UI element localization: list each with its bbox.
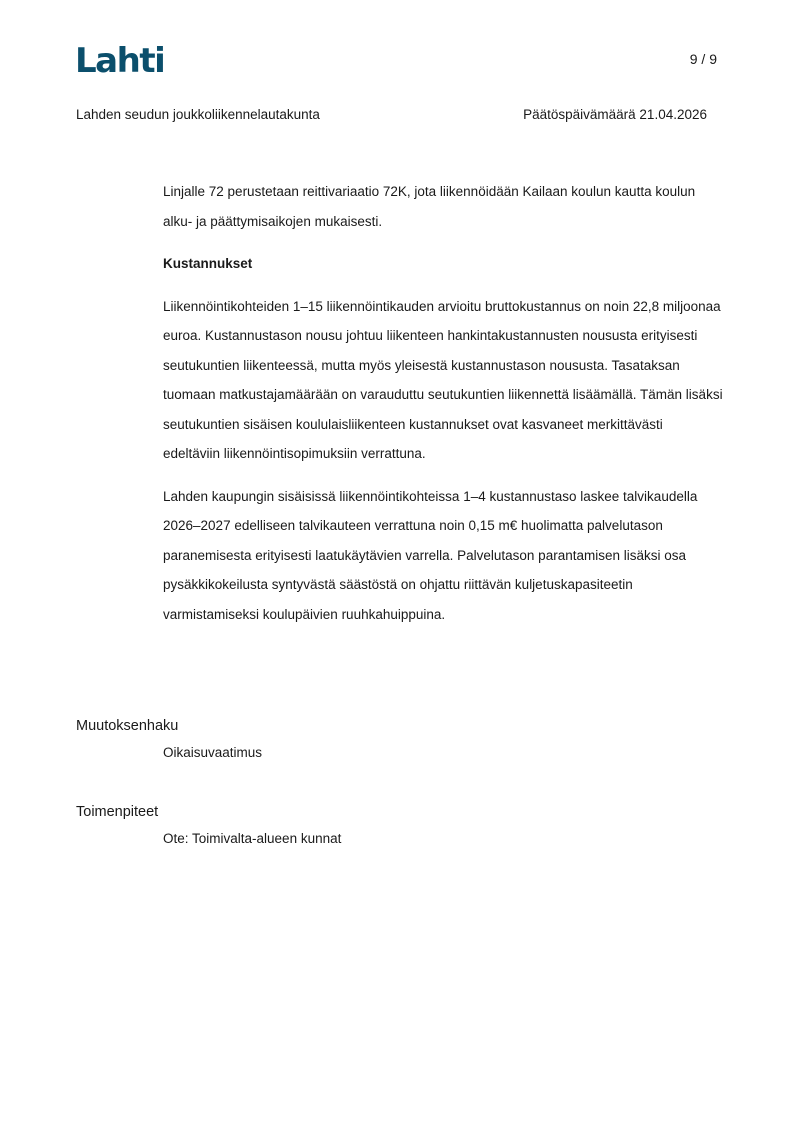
page-number: 9 / 9 — [689, 51, 717, 67]
actions-label: Toimenpiteet — [76, 804, 159, 820]
costs-paragraph-1: Liikennöintikohteiden 1–15 liikennöintikauden arvioitu bruttokustannus on noin 22,8 miljoonaa euroa. Kustannustason nousu johtuu liikenteen hankintakustannusten noususta erityisesti seutukuntien liikenteessä, mutta myös yleisestä kustannustason noususta. Tasataksan tuomaan matkustajamäärään on varauduttu seutukuntien liikennettä lisäämällä. Tämän lisäksi seutukuntien sisäisen koululaisliikenteen kustannukset ovat kasvaneet merkittävästi edeltäviin liikennöintisopimuksiin verrattuna. — [163, 298, 723, 461]
appeal-value: Oikaisuvaatimus — [163, 745, 263, 760]
costs-heading: Kustannukset — [163, 256, 253, 271]
document-body — [163, 177, 723, 642]
lahti-logo: Lahti — [75, 41, 165, 81]
intro-paragraph: Linjalle 72 perustetaan reittivariaatio 72K, jota liikennöidään Kailaan koulun kautta koulun alku- ja päättymisaikojen mukaisesti. — [163, 184, 696, 229]
organization-name: Lahden seudun joukkoliikennelautakunta — [76, 107, 320, 122]
actions-value: Ote: Toimivalta-alueen kunnat — [163, 831, 342, 846]
decision-date: Päätöspäivämäärä 21.04.2026 — [523, 107, 707, 122]
costs-paragraph-2: Lahden kaupungin sisäisissä liikennöintikohteissa 1–4 kustannustaso laskee talvikaudella 2026–2027 edelliseen talvikauteen verrattuna noin 0,15 m€ huolimatta palvelutason paranemisesta erityisesti laatukäytävien varrella. Palvelutason parantamisen lisäksi osa pysäkkikokeilusta syntyvästä säästöstä on ohjattu riittävän kuljetuskapasiteetin varmistamiseksi koulupäivien ruuhkahuippuina. — [163, 488, 698, 622]
appeal-label: Muutoksenhaku — [76, 718, 179, 734]
